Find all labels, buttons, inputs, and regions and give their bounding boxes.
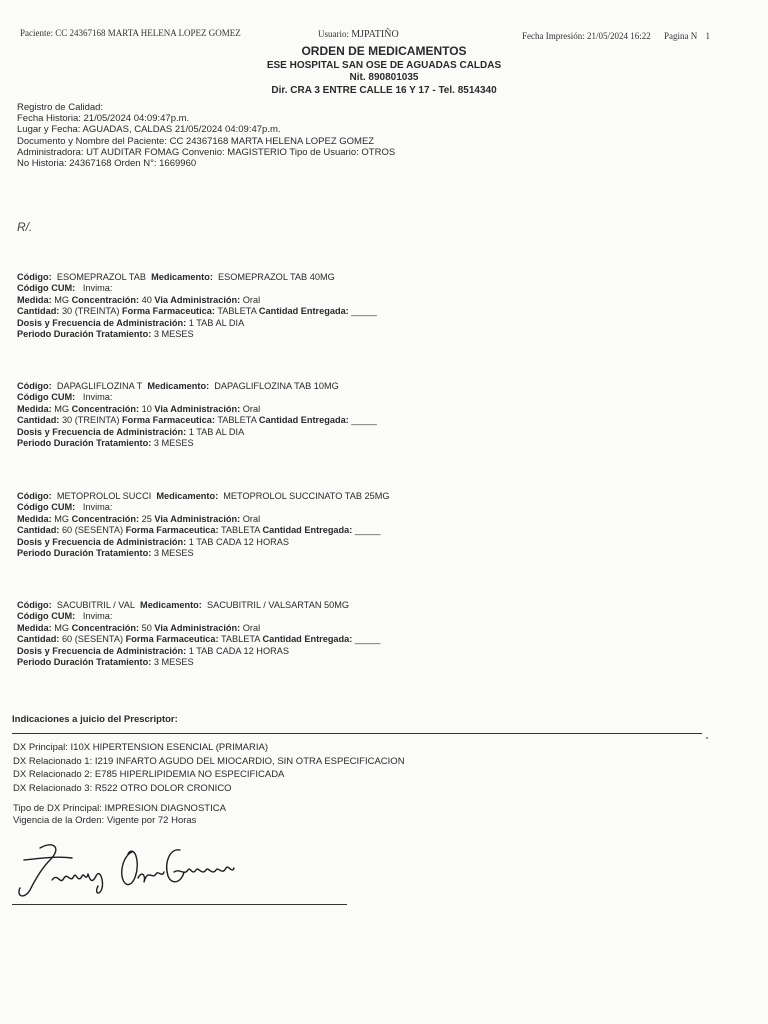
indicaciones-label: Indicaciones a juicio del Prescriptor:: [12, 714, 178, 725]
medication-code-line: Código: SACUBITRIL / VAL Medicamento: SACUBITRIL / VALSARTAN 50MG: [17, 600, 350, 610]
diagnosis-type-block: [13, 803, 226, 826]
medication-dose-line: Dosis y Frecuencia de Administración: 1 TAB AL DIA: [17, 317, 245, 328]
medication-quantity-line: Cantidad: 60 (SESENTA) Forma Farmaceutica: TABLETA Cantidad Entregada: _____: [17, 634, 381, 645]
diagnosis-item: DX Relacionado 2: E785 HIPERLIPIDEMIA NO ESPECIFICADA: [13, 769, 285, 781]
medication-block: [17, 272, 377, 340]
rx-label: R/.: [17, 220, 33, 234]
user-header: Usuario: MJPATIÑO: [318, 29, 399, 40]
medication-cum-line: Código CUM: Invima:: [17, 611, 113, 622]
order-validity: Vigencia de la Orden: Vigente por 72 Horas: [13, 814, 197, 826]
medication-measure-line: Medida: MG Concentración: 40 Via Administración: Oral: [17, 294, 261, 305]
medication-code-line: Código: METOPROLOL SUCCI Medicamento: METOPROLOL SUCCINATO TAB 25MG: [17, 491, 390, 501]
patient-header: Paciente: CC 24367168 MARTA HELENA LOPEZ GOMEZ: [20, 28, 241, 38]
hospital-name: ESE HOSPITAL SAN OSE DE AGUADAS CALDAS: [266, 60, 502, 71]
medication-block: [17, 600, 380, 668]
registro-line: Lugar y Fecha: AGUADAS, CALDAS 21/05/2024 04:09:47p.m.: [17, 124, 281, 136]
medication-code-line: Código: ESOMEPRAZOL TAB Medicamento: ESOMEPRAZOL TAB 40MG: [17, 272, 335, 282]
diagnosis-item: DX Relacionado 1: I219 INFARTO AGUDO DEL MIOCARDIO, SIN OTRA ESPECIFICACION: [13, 755, 405, 767]
medication-period-line: Periodo Duración Tratamiento: 3 MESES: [17, 438, 194, 449]
medication-block: [17, 491, 390, 559]
medication-dose-line: Dosis y Frecuencia de Administración: 1 TAB CADA 12 HORAS: [17, 536, 289, 547]
registro-line: Documento y Nombre del Paciente: CC 24367168 MARTA HELENA LOPEZ GOMEZ: [17, 135, 375, 147]
registro-line: No Historia: 24367168 Orden N°: 1669960: [17, 158, 197, 170]
page-number-header: Pagina N 1: [664, 31, 710, 41]
medication-period-line: Periodo Duración Tratamiento: 3 MESES: [17, 329, 194, 340]
medication-measure-line: Medida: MG Concentración: 10 Via Administración: Oral: [17, 403, 261, 414]
hospital-address: Dir. CRA 3 ENTRE CALLE 16 Y 17 - Tel. 8514340: [271, 85, 497, 96]
registro-line: Administradora: UT AUDITAR FOMAG Convenio: MAGISTERIO Tipo de Usuario: OTROS: [17, 146, 396, 158]
medication-measure-line: Medida: MG Concentración: 25 Via Administración: Oral: [17, 513, 261, 524]
diagnosis-list: [13, 741, 405, 795]
medication-quantity-line: Cantidad: 30 (TREINTA) Forma Farmaceutica: TABLETA Cantidad Entregada: _____: [17, 415, 377, 426]
medication-cum-line: Código CUM: Invima:: [17, 392, 113, 403]
medication-quantity-line: Cantidad: 30 (TREINTA) Forma Farmaceutica: TABLETA Cantidad Entregada: _____: [17, 306, 377, 317]
medication-cum-line: Código CUM: Invima:: [17, 283, 113, 294]
registro-block: [17, 102, 395, 169]
prescriber-signature: [14, 838, 254, 904]
document-title: ORDEN DE MEDICAMENTOS: [301, 44, 467, 58]
medication-period-line: Periodo Duración Tratamiento: 3 MESES: [17, 657, 194, 668]
registro-line: Fecha Historia: 21/05/2024 04:09:47p.m.: [17, 113, 190, 125]
signature-line: [12, 904, 347, 905]
medication-block: [17, 381, 377, 449]
indicaciones-rule: [12, 733, 702, 734]
hospital-nit: Nit. 890801035: [349, 72, 419, 83]
medication-dose-line: Dosis y Frecuencia de Administración: 1 TAB CADA 12 HORAS: [17, 645, 289, 656]
diagnosis-type: Tipo de DX Principal: IMPRESION DIAGNOSTICA: [13, 803, 226, 814]
diagnosis-item: DX Relacionado 3: R522 OTRO DOLOR CRONICO: [13, 782, 232, 794]
medication-cum-line: Código CUM: Invima:: [17, 502, 113, 513]
diagnosis-item: DX Principal: I10X HIPERTENSION ESENCIAL (PRIMARIA): [13, 742, 268, 753]
registro-line: Registro de Calidad:: [17, 102, 104, 113]
scan-speck: [706, 737, 708, 739]
medication-dose-line: Dosis y Frecuencia de Administración: 1 TAB AL DIA: [17, 426, 245, 437]
medication-measure-line: Medida: MG Concentración: 50 Via Administración: Oral: [17, 622, 261, 633]
medication-code-line: Código: DAPAGLIFLOZINA T Medicamento: DAPAGLIFLOZINA TAB 10MG: [17, 381, 339, 391]
medication-period-line: Periodo Duración Tratamiento: 3 MESES: [17, 548, 194, 559]
medication-quantity-line: Cantidad: 60 (SESENTA) Forma Farmaceutica: TABLETA Cantidad Entregada: _____: [17, 525, 381, 536]
print-date-header: Fecha Impresión: 21/05/2024 16:22: [522, 31, 651, 41]
